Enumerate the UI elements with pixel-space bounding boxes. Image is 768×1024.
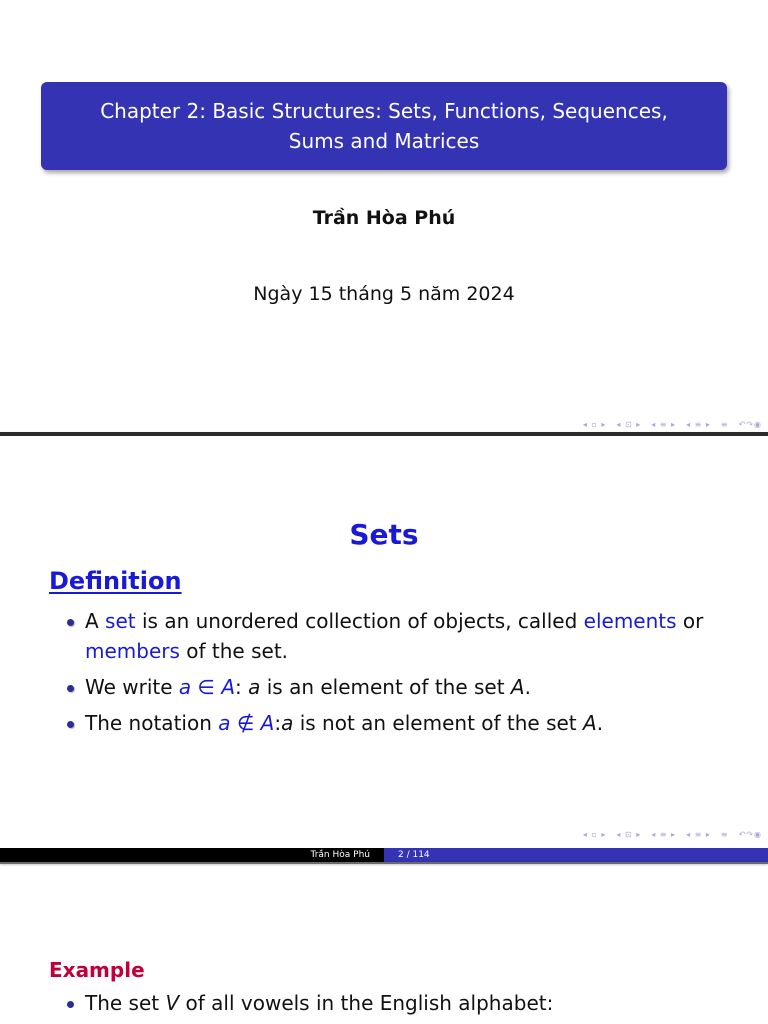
- nav-section-icon[interactable]: ◂ ≡ ▸: [686, 830, 711, 839]
- footer-page-number: 2 / 114: [384, 848, 768, 862]
- title-slide: [0, 0, 768, 432]
- list-item: A set is an unordered collection of objects, called elements or members of the set.: [64, 606, 724, 666]
- presentation-title-line1: Chapter 2: Basic Structures: Sets, Functions, Sequences,: [100, 99, 668, 123]
- sets-slide: [0, 436, 768, 862]
- example-list: [64, 988, 553, 1018]
- not-element-of-symbol: ∉: [230, 711, 261, 735]
- math-A: A: [260, 711, 275, 735]
- nav-slide-icon[interactable]: ◂ ▫ ▸: [582, 830, 607, 839]
- footer-author: Trần Hòa Phú: [0, 848, 384, 862]
- presentation-date: Ngày 15 tháng 5 năm 2024: [253, 283, 515, 305]
- math-A: A: [221, 675, 235, 699]
- nav-subsection-icon[interactable]: ◂ ≡ ▸: [651, 420, 677, 429]
- list-item: The notation a ∉ A:a is not an element of the set A.: [64, 708, 724, 738]
- slide-footer: [0, 848, 768, 862]
- math-a: a: [218, 711, 231, 735]
- nav-toc-icon[interactable]: ≡: [720, 830, 729, 839]
- example-heading: Example: [49, 958, 145, 982]
- slide-divider: [0, 862, 768, 864]
- term-elements: elements: [583, 609, 677, 633]
- frame-title: Sets: [349, 518, 419, 551]
- beamer-navigation: [583, 420, 762, 429]
- nav-slide-icon[interactable]: ◂ ▫ ▸: [582, 420, 607, 429]
- author-name: Trần Hòa Phú: [312, 207, 456, 229]
- math-a: a: [178, 675, 192, 699]
- nav-subsection-icon[interactable]: ◂ ≡ ▸: [651, 830, 677, 839]
- definition-heading: Definition: [49, 567, 182, 595]
- nav-frame-icon[interactable]: ◂ ⊡ ▸: [616, 830, 642, 839]
- nav-frame-icon[interactable]: ◂ ⊡ ▸: [616, 420, 642, 429]
- nav-section-icon[interactable]: ◂ ≡ ▸: [686, 420, 711, 429]
- math-V: V: [165, 991, 180, 1015]
- beamer-navigation: [583, 830, 762, 839]
- term-set: set: [105, 609, 136, 633]
- list-item: We write a ∈ A: a is an element of the set A.: [64, 672, 724, 702]
- title-box: [41, 82, 727, 170]
- presentation-title-line2: Sums and Matrices: [288, 129, 480, 153]
- list-item: The set V of all vowels in the English alphabet:: [64, 988, 553, 1018]
- nav-search-icon[interactable]: ↶↷◉: [738, 420, 762, 429]
- nav-search-icon[interactable]: ↶↷◉: [738, 830, 762, 839]
- term-members: members: [85, 639, 180, 663]
- example-slide: [0, 866, 768, 1024]
- element-of-symbol: ∈: [191, 675, 222, 699]
- definition-list: [64, 606, 724, 744]
- nav-toc-icon[interactable]: ≡: [720, 420, 729, 429]
